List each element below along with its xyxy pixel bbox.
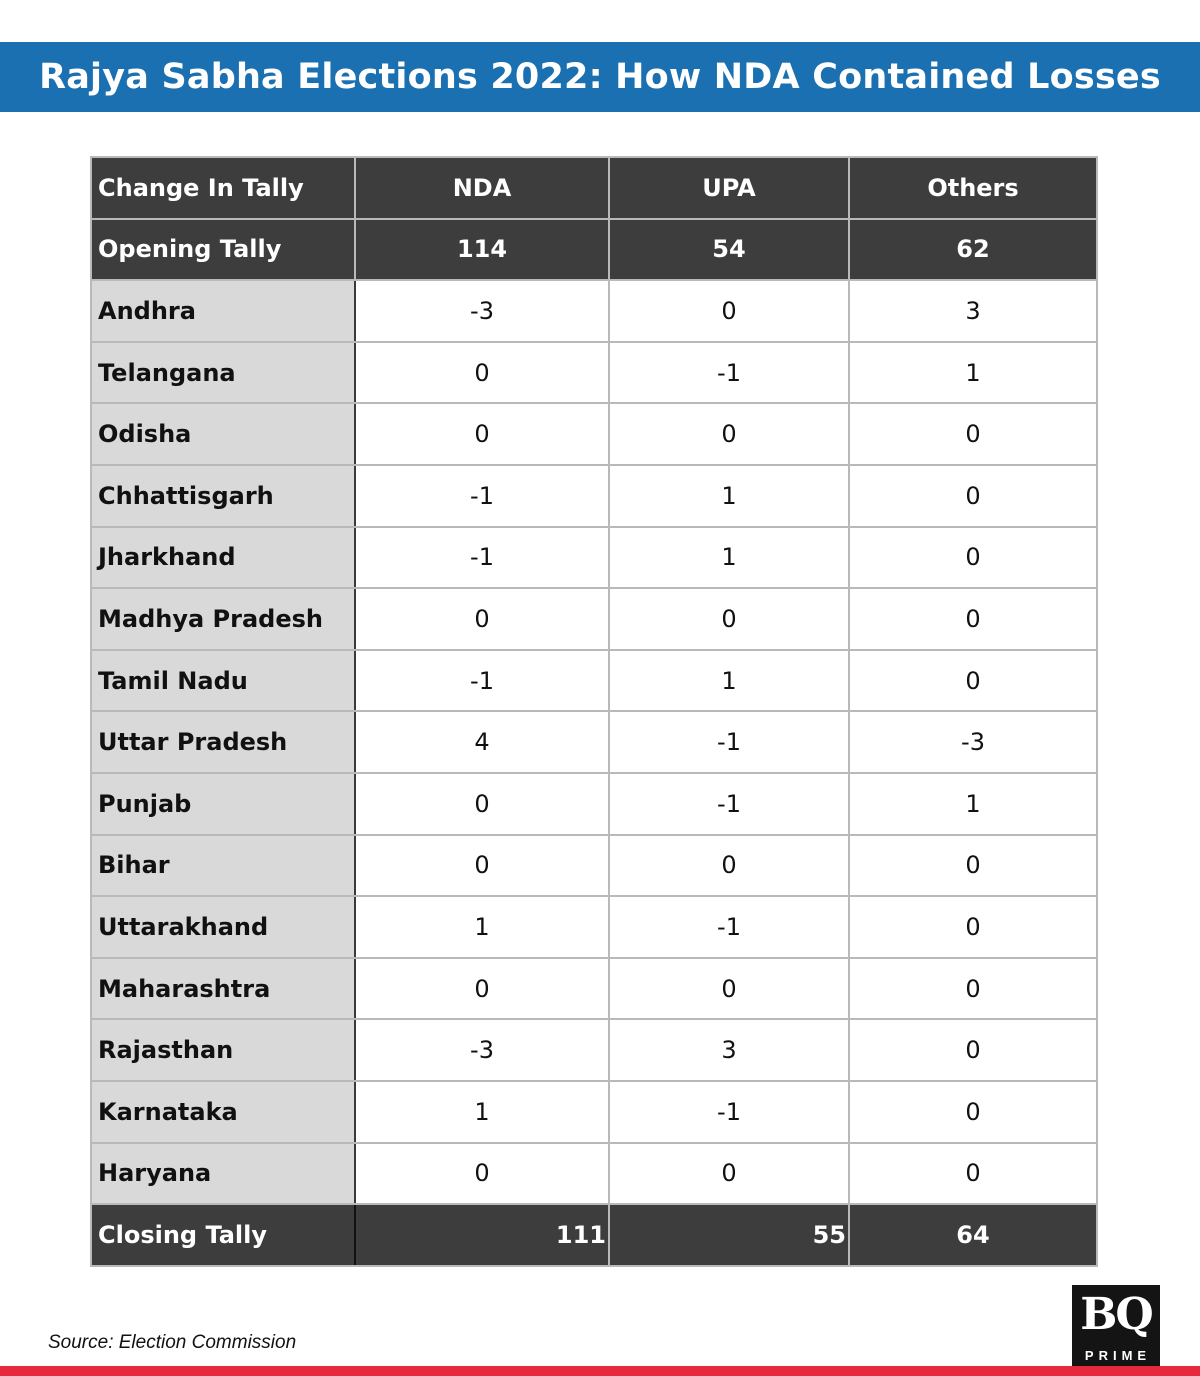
header-cell: UPA xyxy=(609,157,849,219)
state-name: Rajasthan xyxy=(91,1019,355,1081)
others-change: 1 xyxy=(849,773,1097,835)
upa-change: 0 xyxy=(609,835,849,897)
logo-sub-text: PRIME xyxy=(1084,1348,1152,1363)
table-row xyxy=(91,342,1097,404)
upa-change: 1 xyxy=(609,527,849,589)
nda-change: -1 xyxy=(355,465,609,527)
others-change: 3 xyxy=(849,280,1097,342)
state-name: Haryana xyxy=(91,1143,355,1205)
state-name: Odisha xyxy=(91,403,355,465)
closing-label: Closing Tally xyxy=(91,1204,355,1266)
upa-change: -1 xyxy=(609,1081,849,1143)
others-change: 0 xyxy=(849,527,1097,589)
upa-change: 0 xyxy=(609,403,849,465)
upa-change: 1 xyxy=(609,465,849,527)
nda-change: 0 xyxy=(355,588,609,650)
tally-table xyxy=(90,156,1098,1267)
others-change: 0 xyxy=(849,1081,1097,1143)
nda-change: 1 xyxy=(355,896,609,958)
header-row xyxy=(91,157,1097,219)
table-row xyxy=(91,773,1097,835)
opening-label: Opening Tally xyxy=(91,219,355,281)
table-row xyxy=(91,1143,1097,1205)
table-row xyxy=(91,527,1097,589)
source-note: Source: Election Commission xyxy=(48,1332,297,1353)
nda-change: -1 xyxy=(355,650,609,712)
state-name: Karnataka xyxy=(91,1081,355,1143)
others-change: 0 xyxy=(849,835,1097,897)
table-row xyxy=(91,650,1097,712)
table-row xyxy=(91,958,1097,1020)
others-change: 0 xyxy=(849,650,1097,712)
opening-tally-row xyxy=(91,219,1097,281)
state-name: Andhra xyxy=(91,280,355,342)
upa-change: 0 xyxy=(609,1143,849,1205)
closing-tally-row xyxy=(91,1204,1097,1266)
page-title: Rajya Sabha Elections 2022: How NDA Contained Losses xyxy=(39,57,1161,97)
state-name: Punjab xyxy=(91,773,355,835)
others-change: 0 xyxy=(849,958,1097,1020)
header-cell: Change In Tally xyxy=(91,157,355,219)
others-change: 0 xyxy=(849,1019,1097,1081)
state-name: Bihar xyxy=(91,835,355,897)
others-change: 1 xyxy=(849,342,1097,404)
nda-change: 0 xyxy=(355,342,609,404)
logo-main-text: BQ xyxy=(1080,1289,1152,1340)
others-change: 0 xyxy=(849,403,1097,465)
others-change: 0 xyxy=(849,1143,1097,1205)
opening-upa: 54 xyxy=(609,219,849,281)
state-name: Jharkhand xyxy=(91,527,355,589)
state-name: Uttarakhand xyxy=(91,896,355,958)
upa-change: 0 xyxy=(609,958,849,1020)
bottom-accent-line xyxy=(0,1366,1200,1376)
nda-change: 0 xyxy=(355,773,609,835)
others-change: 0 xyxy=(849,588,1097,650)
others-change: -3 xyxy=(849,711,1097,773)
state-name: Uttar Pradesh xyxy=(91,711,355,773)
nda-change: -1 xyxy=(355,527,609,589)
table-row xyxy=(91,403,1097,465)
upa-change: 3 xyxy=(609,1019,849,1081)
upa-change: 0 xyxy=(609,280,849,342)
table-row xyxy=(91,835,1097,897)
opening-others: 62 xyxy=(849,219,1097,281)
opening-nda: 114 xyxy=(355,219,609,281)
nda-change: 0 xyxy=(355,958,609,1020)
nda-change: 0 xyxy=(355,835,609,897)
header-cell: Others xyxy=(849,157,1097,219)
table-row xyxy=(91,896,1097,958)
upa-change: -1 xyxy=(609,711,849,773)
state-name: Chhattisgarh xyxy=(91,465,355,527)
header-cell: NDA xyxy=(355,157,609,219)
upa-change: -1 xyxy=(609,896,849,958)
closing-others: 64 xyxy=(849,1204,1097,1266)
upa-change: 1 xyxy=(609,650,849,712)
state-name: Tamil Nadu xyxy=(91,650,355,712)
nda-change: 0 xyxy=(355,1143,609,1205)
upa-change: 0 xyxy=(609,588,849,650)
table-row xyxy=(91,465,1097,527)
table-row xyxy=(91,711,1097,773)
nda-change: 1 xyxy=(355,1081,609,1143)
state-name: Madhya Pradesh xyxy=(91,588,355,650)
table-row xyxy=(91,1019,1097,1081)
bq-prime-logo xyxy=(1072,1285,1160,1370)
closing-nda: 111 xyxy=(355,1204,609,1266)
upa-change: -1 xyxy=(609,342,849,404)
nda-change: -3 xyxy=(355,280,609,342)
title-banner xyxy=(0,42,1200,112)
upa-change: -1 xyxy=(609,773,849,835)
closing-upa: 55 xyxy=(609,1204,849,1266)
state-name: Telangana xyxy=(91,342,355,404)
nda-change: -3 xyxy=(355,1019,609,1081)
others-change: 0 xyxy=(849,896,1097,958)
table-row xyxy=(91,280,1097,342)
nda-change: 4 xyxy=(355,711,609,773)
table-row xyxy=(91,1081,1097,1143)
others-change: 0 xyxy=(849,465,1097,527)
state-name: Maharashtra xyxy=(91,958,355,1020)
table-row xyxy=(91,588,1097,650)
nda-change: 0 xyxy=(355,403,609,465)
